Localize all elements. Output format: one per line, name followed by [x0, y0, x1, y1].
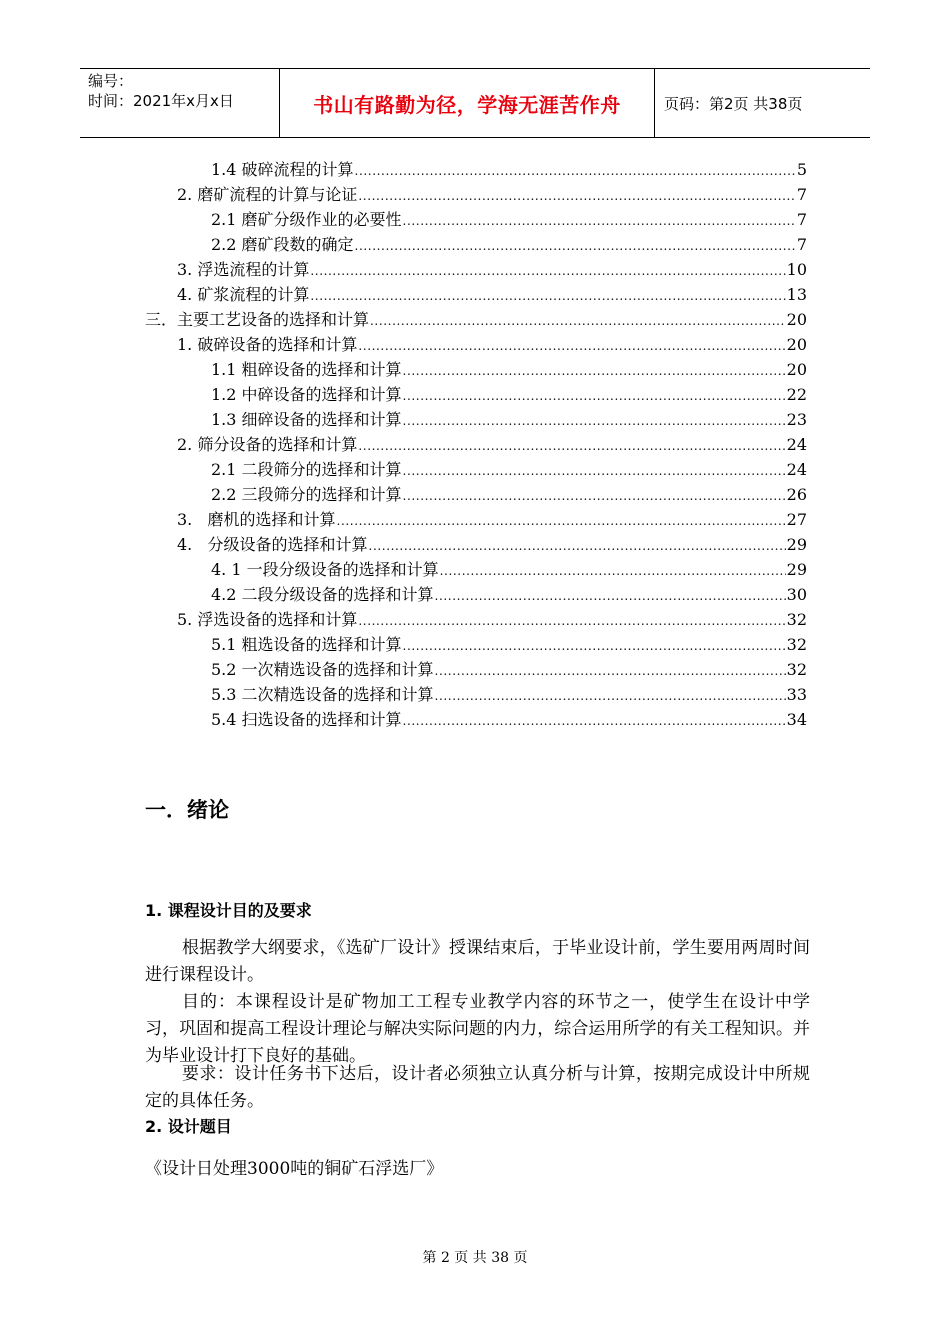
design-title: 《设计日处理3000吨的铜矿石浮选厂》: [145, 1159, 444, 1179]
toc-entry-title: 2.2 三段筛分的选择和计算: [211, 485, 402, 504]
toc-entry-title: 4. 1 一段分级设备的选择和计算: [211, 560, 439, 579]
document-time-label: 时间：2021年x月x日: [88, 92, 234, 110]
toc-entry[interactable]: [145, 308, 807, 332]
toc-entry-title: 3. 磨机的选择和计算: [177, 510, 336, 529]
section-heading: 一．绪论: [145, 798, 229, 822]
toc-entry-page: 29: [786, 535, 807, 554]
toc-entry-title: 1.1 粗碎设备的选择和计算: [211, 360, 402, 379]
toc-entry[interactable]: [177, 183, 807, 207]
toc-entry[interactable]: [211, 383, 807, 407]
toc-entry-page: 5: [796, 160, 807, 179]
toc-entry[interactable]: [177, 283, 807, 307]
toc-entry-page: 27: [786, 510, 807, 529]
toc-entry-page: 13: [786, 285, 807, 304]
toc-entry-title: 三．主要工艺设备的选择和计算: [145, 310, 370, 329]
toc-entry-page: 33: [786, 685, 807, 704]
toc-entry[interactable]: [177, 258, 807, 282]
toc-entry-page: 20: [786, 310, 807, 329]
toc-entry-title: 2.1 二段筛分的选择和计算: [211, 460, 402, 479]
toc-entry-page: 30: [786, 585, 807, 604]
toc-entry-page: 32: [786, 635, 807, 654]
toc-entry-title: 1.2 中碎设备的选择和计算: [211, 385, 402, 404]
toc-entry[interactable]: [211, 658, 807, 682]
toc-entry[interactable]: [211, 233, 807, 257]
toc-entry[interactable]: [211, 583, 807, 607]
toc-entry[interactable]: [211, 558, 807, 582]
toc-entry-title: 4. 分级设备的选择和计算: [177, 535, 368, 554]
toc-entry-page: 32: [786, 660, 807, 679]
toc-entry-page: 20: [786, 335, 807, 354]
header-meta: [80, 69, 280, 137]
toc-entry[interactable]: [211, 633, 807, 657]
toc-entry-title: 1. 破碎设备的选择和计算: [177, 335, 358, 354]
toc-entry-page: 26: [786, 485, 807, 504]
toc-entry[interactable]: [211, 158, 807, 182]
toc-entry-page: 34: [786, 710, 807, 729]
subsection-heading: 1. 课程设计目的及要求: [145, 901, 312, 920]
toc-entry-title: 5.2 一次精选设备的选择和计算: [211, 660, 434, 679]
toc-entry-page: 32: [786, 610, 807, 629]
toc-entry[interactable]: [211, 458, 807, 482]
toc-entry-title: 2. 筛分设备的选择和计算: [177, 435, 358, 454]
paragraph: 要求：设计任务书下达后，设计者必须独立认真分析与计算，按期完成设计中所规定的具体任务。: [145, 1064, 810, 1111]
toc-entry-title: 2. 磨矿流程的计算与论证: [177, 185, 358, 204]
toc-entry-page: 10: [786, 260, 807, 279]
toc-entry[interactable]: [211, 683, 807, 707]
toc-entry-title: 1.4 破碎流程的计算: [211, 160, 354, 179]
toc-entry-title: 4.2 二段分级设备的选择和计算: [211, 585, 434, 604]
toc-entry-title: 3. 浮选流程的计算: [177, 260, 310, 279]
toc-entry-page: 29: [786, 560, 807, 579]
toc-entry-page: 7: [796, 185, 807, 204]
page-header: [80, 68, 870, 138]
toc-entry-page: 7: [796, 235, 807, 254]
toc-entry-title: 5.3 二次精选设备的选择和计算: [211, 685, 434, 704]
toc-entry[interactable]: [177, 533, 807, 557]
toc-entry[interactable]: [177, 508, 807, 532]
toc-entry-page: 20: [786, 360, 807, 379]
toc-entry-title: 4. 矿浆流程的计算: [177, 285, 310, 304]
toc-entry[interactable]: [211, 408, 807, 432]
toc-entry[interactable]: [177, 433, 807, 457]
paragraph: 目的：本课程设计是矿物加工工程专业教学内容的环节之一，使学生在设计中学习，巩固和提高工程设计理论与解决实际问题的内力，综合运用所学的有关工程知识。并为毕业设计打下良好的基础。: [145, 992, 810, 1066]
page-footer: 第 2 页 共 38 页: [422, 1250, 528, 1266]
toc-entry[interactable]: [211, 483, 807, 507]
toc-entry-page: 24: [786, 435, 807, 454]
toc-entry-title: 2.2 磨矿段数的确定: [211, 235, 354, 254]
toc-entry-title: 1.3 细碎设备的选择和计算: [211, 410, 402, 429]
toc-entry[interactable]: [211, 358, 807, 382]
toc-entry[interactable]: [177, 608, 807, 632]
toc-entry-title: 5.4 扫选设备的选择和计算: [211, 710, 402, 729]
toc-entry-page: 24: [786, 460, 807, 479]
toc-entry-page: 7: [796, 210, 807, 229]
toc-entry[interactable]: [211, 208, 807, 232]
paragraph: 根据教学大纲要求，《选矿厂设计》授课结束后，于毕业设计前，学生要用两周时间进行课程设计。: [145, 938, 810, 985]
toc-entry-title: 5. 浮选设备的选择和计算: [177, 610, 358, 629]
toc-entry-page: 23: [786, 410, 807, 429]
toc-entry[interactable]: [177, 333, 807, 357]
document-number-label: 编号：: [88, 72, 134, 90]
header-motto: 书山有路勤为径，学海无涯苦作舟: [280, 69, 655, 137]
toc-entry-title: 2.1 磨矿分级作业的必要性: [211, 210, 402, 229]
toc-entry[interactable]: [211, 708, 807, 732]
toc-entry-title: 5.1 粗选设备的选择和计算: [211, 635, 402, 654]
header-page-info: 页码：第2页 共38页: [664, 94, 803, 113]
toc-entry-page: 22: [786, 385, 807, 404]
subsection-heading: 2. 设计题目: [145, 1117, 232, 1136]
